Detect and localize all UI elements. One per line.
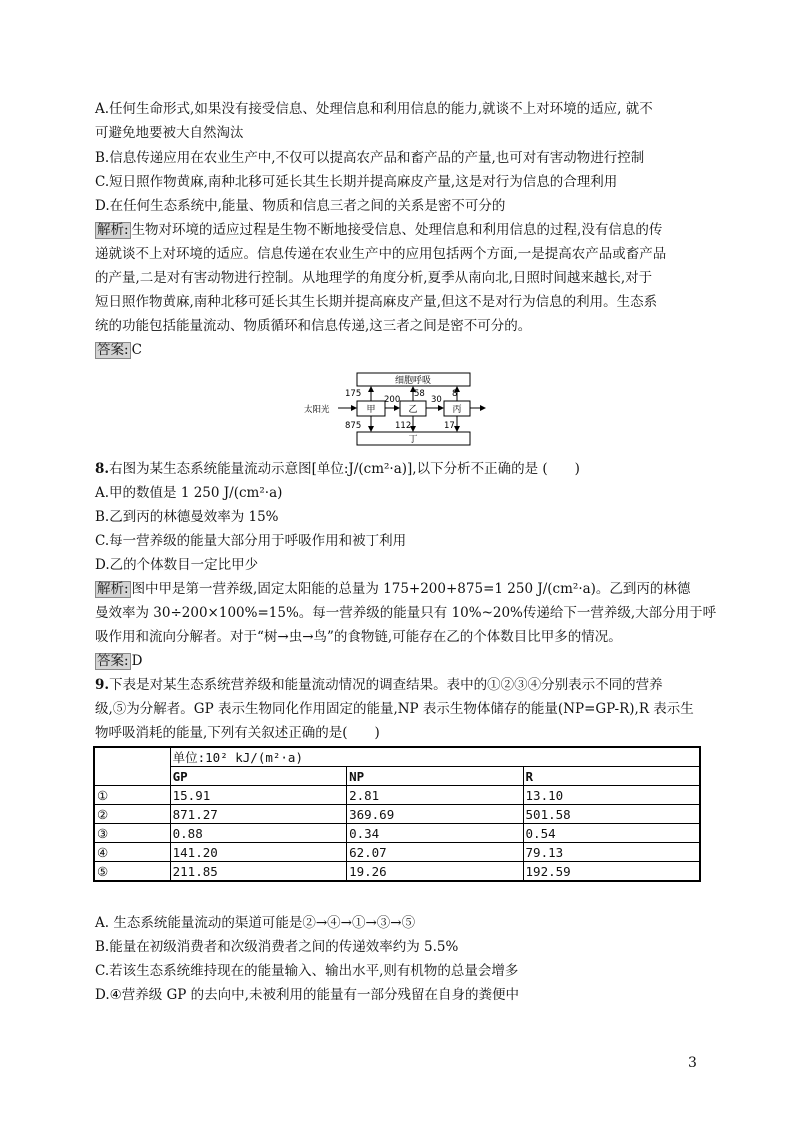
q7-analysis-line5: 统的功能包括能量流动、物质循环和信息传递,这三者之间是密不可分的。	[95, 318, 532, 334]
np-cell: 62.07	[347, 843, 523, 862]
analysis-label: 解析:	[97, 581, 129, 597]
row-label: ⑤	[94, 862, 170, 882]
q9-stem-line1	[95, 676, 715, 694]
value-200: 200	[384, 395, 401, 405]
q8-analysis-line3: 吸作用和流向分解者。对于“树→虫→鸟”的食物链,可能存在乙的个体数目比甲多的情况。	[95, 629, 622, 645]
np-cell: 19.26	[347, 862, 523, 882]
answer-label: 答案:	[97, 342, 129, 358]
q7-answer	[95, 341, 715, 359]
gp-cell: 871.27	[170, 805, 346, 824]
q8-analysis-line2: 曼效率为 30÷200×100%=15%。每一营养级的能量只有 10%~20%传递给下一营养级,大部分用于呼	[95, 605, 717, 621]
respiration-label: 细胞呼吸	[394, 376, 432, 386]
q8-option-a: A.甲的数值是 1 250 J/(cm²·a)	[95, 485, 283, 501]
q9-option-d: D.④营养级 GP 的去向中,未被利用的能量有一部分残留在自身的粪便中	[95, 987, 519, 1003]
q9-option-a: A. 生态系统能量流动的渠道可能是②→④→①→③→⑤	[95, 915, 416, 931]
answer-label: 答案:	[97, 653, 129, 669]
r-cell: 501.58	[523, 805, 700, 824]
table-header-row	[94, 767, 700, 786]
q7-option-c: C.短日照作物黄麻,南种北移可延长其生长期并提高麻皮产量,这是对行为信息的合理利用	[95, 174, 618, 190]
np-cell: 0.34	[347, 824, 523, 843]
q9-stem-line2: 级,⑤为分解者。GP 表示生物同化作用固定的能量,NP 表示生物体储存的能量(NP=GP-R),R 表示生	[95, 701, 694, 717]
value-112: 112	[395, 421, 412, 431]
q7-option-a-line2: 可避免地要被大自然淘汰	[95, 125, 244, 141]
gp-cell: 0.88	[170, 824, 346, 843]
q7-analysis-line4: 短日照作物黄麻,南种北移可延长其生长期并提高麻皮产量,但这不是对行为信息的利用。生态系	[95, 294, 658, 310]
q8-option-b: B.乙到丙的林德曼效率为 15%	[95, 509, 279, 525]
analysis-label: 解析:	[97, 222, 129, 238]
table-corner-cell	[94, 747, 170, 786]
r-cell: 0.54	[523, 824, 700, 843]
gp-cell: 15.91	[170, 786, 346, 805]
q9-option-b: B.能量在初级消费者和次级消费者之间的传递效率约为 5.5%	[95, 939, 459, 955]
value-8: 8	[452, 389, 458, 399]
header-r: R	[523, 767, 700, 786]
q7-answer-value: C	[131, 342, 142, 358]
r-cell: 192.59	[523, 862, 700, 882]
value-175: 175	[345, 389, 362, 399]
header-np: NP	[347, 767, 523, 786]
q8-option-d: D.乙的个体数目一定比甲少	[95, 557, 259, 573]
q9-number: 9.	[95, 677, 110, 693]
row-label: ③	[94, 824, 170, 843]
q9-option-c: C.若该生态系统维持现在的能量输入、输出水平,则有机物的总量会增多	[95, 963, 519, 979]
q8-answer-value: D	[131, 653, 143, 669]
q7-analysis-line1	[95, 221, 715, 239]
q7-analysis-line3: 的产量,二是对有害动物进行控制。从地理学的角度分析,夏季从南向北,日照时间越来越长,对于	[95, 270, 653, 286]
energy-table	[93, 746, 701, 882]
header-gp: GP	[170, 767, 346, 786]
value-875: 875	[345, 421, 362, 431]
value-17: 17	[444, 421, 455, 431]
table-unit-cell: 单位:10² kJ/(m²·a)	[170, 747, 700, 767]
q8-answer	[95, 652, 715, 670]
q7-analysis-text: 生物对环境的适应过程是生物不断地接受信息、处理信息和利用信息的过程,没有信息的传	[131, 222, 663, 238]
page-number: 3	[688, 1055, 697, 1071]
row-label: ②	[94, 805, 170, 824]
gp-cell: 211.85	[170, 862, 346, 882]
table-row	[94, 805, 700, 824]
q7-option-b: B.信息传递应用在农业生产中,不仅可以提高农产品和畜产品的产量,也可对有害动物进行控制	[95, 150, 645, 166]
q8-analysis-text: 图中甲是第一营养级,固定太阳能的总量为 175+200+875=1 250 J/(cm²·a)。乙到丙的林德	[131, 581, 691, 597]
q8-stem-text: 右图为某生态系统能量流动示意图[单位:J/(cm²·a)],以下分析不正确的是 ( )	[109, 461, 580, 477]
r-cell: 13.10	[523, 786, 700, 805]
np-cell: 2.81	[347, 786, 523, 805]
table-row	[94, 786, 700, 805]
energy-flow-diagram	[300, 372, 500, 448]
value-30: 30	[431, 395, 442, 405]
np-cell: 369.69	[347, 805, 523, 824]
value-58: 58	[414, 389, 425, 399]
q9-stem-line3: 物呼吸消耗的能量,下列有关叙述正确的是( )	[95, 725, 380, 741]
sunlight-label: 太阳光	[304, 405, 330, 415]
q7-option-a-line1: A.任何生命形式,如果没有接受信息、处理信息和利用信息的能力,就谈不上对环境的适应, 就不	[95, 101, 653, 117]
q8-analysis-line1	[95, 580, 715, 598]
q7-analysis-line2: 递就谈不上对环境的适应。信息传递在农业生产中的应用包括两个方面,一是提高农产品或畜产品	[95, 246, 667, 262]
table-row	[94, 824, 700, 843]
q8-stem	[95, 460, 715, 478]
q8-number: 8.	[95, 461, 110, 477]
table-unit-row	[94, 747, 700, 767]
row-label: ④	[94, 843, 170, 862]
yi-label: 乙	[408, 405, 418, 415]
table-row	[94, 843, 700, 862]
table-row	[94, 862, 700, 882]
q8-option-c: C.每一营养级的能量大部分用于呼吸作用和被丁利用	[95, 533, 407, 549]
q9-stem-text: 下表是对某生态系统营养级和能量流动情况的调查结果。表中的①②③④分别表示不同的营养	[109, 677, 663, 693]
bing-label: 丙	[452, 405, 462, 415]
ding-label: 丁	[408, 435, 418, 445]
row-label: ①	[94, 786, 170, 805]
gp-cell: 141.20	[170, 843, 346, 862]
jia-label: 甲	[366, 405, 376, 415]
r-cell: 79.13	[523, 843, 700, 862]
q7-option-d: D.在任何生态系统中,能量、物质和信息三者之间的关系是密不可分的	[95, 198, 506, 214]
